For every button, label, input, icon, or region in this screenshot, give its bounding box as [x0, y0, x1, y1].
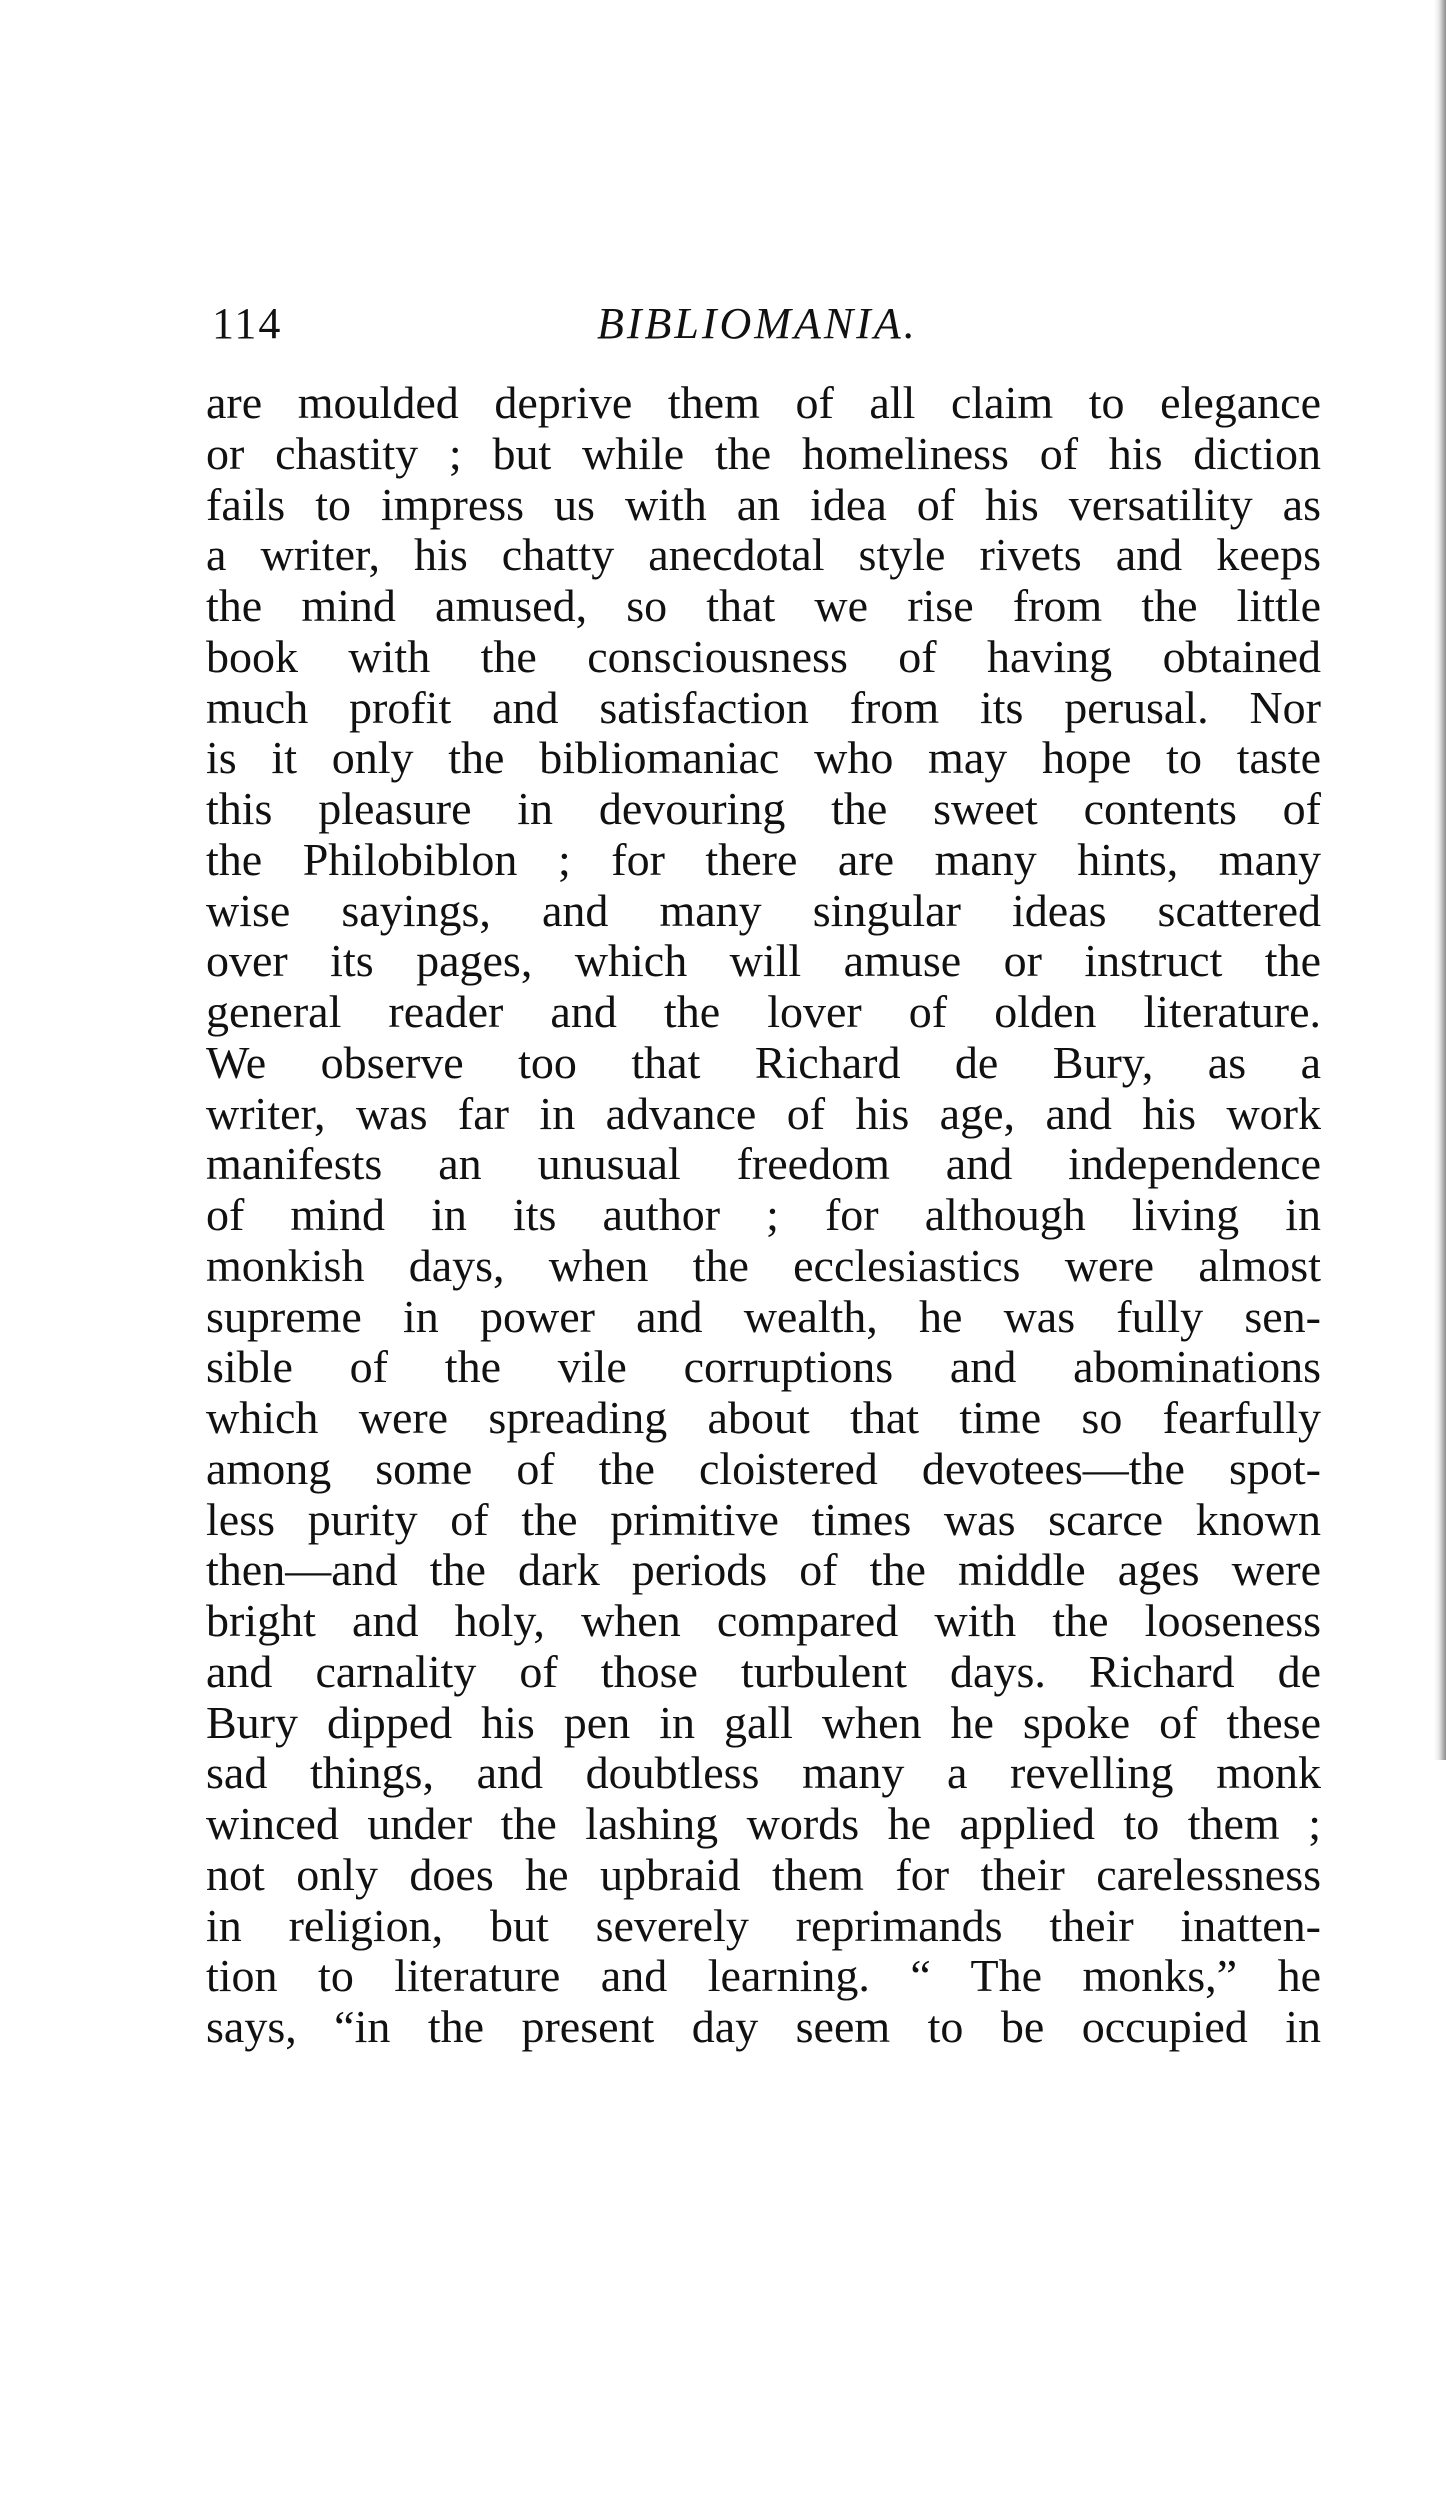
text-line: or chastity ; but while the homeliness of his diction — [206, 427, 1321, 479]
text-line: and carnality of those turbulent days. Richard de — [206, 1645, 1321, 1697]
running-title: BIBLIOMANIA. — [597, 299, 918, 348]
text-line: not only does he upbraid them for their carelessness — [206, 1848, 1321, 1900]
text-line: which were spreading about that time so fearfully — [206, 1392, 1321, 1443]
text-line: bright and holy, when compared with the looseness — [206, 1595, 1321, 1646]
text-line: this pleasure in devouring the sweet contents of — [206, 783, 1321, 834]
text-line: among some of the cloistered devotees—the spot- — [206, 1442, 1321, 1494]
text-line: over its pages, which will amuse or instruct the — [206, 935, 1321, 987]
text-line: writer, was far in advance of his age, and his work — [206, 1087, 1321, 1139]
text-line: the Philobiblon ; for there are many hints, many — [206, 833, 1321, 885]
text-line: sible of the vile corruptions and abominations — [206, 1341, 1321, 1393]
text-line: less purity of the primitive times was scarce known — [206, 1493, 1321, 1545]
text-line: wise sayings, and many singular ideas scattered — [206, 884, 1321, 936]
text-line: much profit and satisfaction from its perusal. Nor — [206, 681, 1321, 733]
text-line: fails to impress us with an idea of his versatility as — [206, 478, 1321, 530]
text-line: book with the consciousness of having obtained — [206, 630, 1321, 682]
text-line: of mind in its author ; for although living in — [206, 1189, 1321, 1240]
text-line: the mind amused, so that we rise from the little — [206, 580, 1321, 631]
text-line: general reader and the lover of olden literature. — [206, 986, 1321, 1037]
text-line: supreme in power and wealth, he was fully sen- — [206, 1290, 1321, 1342]
text-line: then—and the dark periods of the middle ages were — [206, 1544, 1321, 1596]
page-number: 114 — [212, 299, 283, 348]
text-line: are moulded deprive them of all claim to elegance — [206, 377, 1321, 428]
text-line: monkish days, when the ecclesiastics were almost — [206, 1239, 1321, 1291]
body-text — [206, 378, 1321, 2053]
text-line: in religion, but severely reprimands their inatten- — [206, 1899, 1321, 1951]
text-line: We observe too that Richard de Bury, as a — [206, 1036, 1321, 1088]
page-header — [212, 296, 1318, 352]
text-line: Bury dipped his pen in gall when he spoke of these — [206, 1696, 1321, 1748]
page-edge-shadow — [1434, 0, 1446, 1760]
text-line: manifests an unusual freedom and independence — [206, 1138, 1321, 1190]
text-line: a writer, his chatty anecdotal style rivets and keeps — [206, 529, 1321, 581]
text-line: winced under the lashing words he applied to them ; — [206, 1798, 1321, 1849]
text-line: is it only the bibliomaniac who may hope to taste — [206, 732, 1321, 784]
text-line: sad things, and doubtless many a revelling monk — [206, 1747, 1321, 1799]
text-line: tion to literature and learning. “ The monks,” he — [206, 1950, 1321, 2002]
text-line: says, “in the present day seem to be occupied in — [206, 2001, 1321, 2052]
